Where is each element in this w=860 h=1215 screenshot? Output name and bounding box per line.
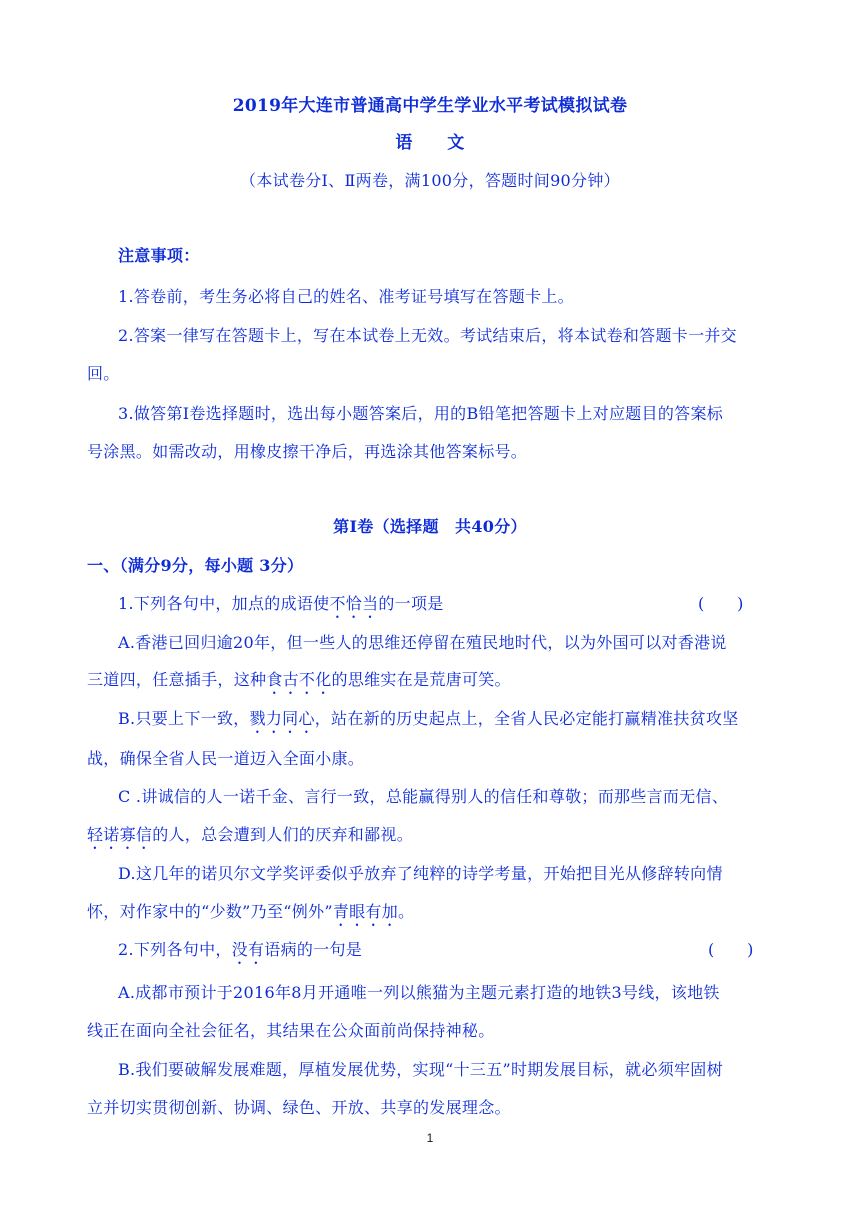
stem-text: 2.下列各句中， xyxy=(118,940,232,959)
subject-title: 语 文 xyxy=(395,133,465,153)
option-text: 三道四，任意插手，这种 xyxy=(87,670,267,689)
option-text: 的人，总会遭到人们的厌弃和鄙视。 xyxy=(152,825,414,844)
exam-info: （本试卷分Ⅰ、Ⅱ两卷，满100分，答题时间90分钟） xyxy=(240,171,620,190)
emphasized-text: 不恰当 xyxy=(329,594,379,613)
q1-option-a-line-1: A.香港已回归逾20年，但一些人的思维还停留在殖民地时代，以为外国可以对香港说 xyxy=(118,633,727,652)
option-text: ，站在新的历史起点上，全省人民必定能打赢精准扶贫攻坚 xyxy=(314,709,739,728)
emphasized-idiom: 食古不化 xyxy=(266,670,332,689)
emphasized-idiom: 轻诺寡信 xyxy=(87,825,153,844)
q1-option-c-line-1: C .讲诚信的人一诺千金、言行一致，总能赢得别人的信任和尊敬；而那些言而无信、 xyxy=(118,787,729,806)
notice-item-2-line-2: 回。 xyxy=(87,364,120,383)
option-text: B.只要上下一致， xyxy=(118,709,250,728)
part-1-heading: 一、（满分9分，每小题 3分） xyxy=(87,556,304,575)
notice-item-3-line-2: 号涂黑。如需改动，用橡皮擦干净后，再选涂其他答案标号。 xyxy=(87,442,528,461)
stem-text: 语病的一句是 xyxy=(264,940,363,959)
q1-option-b-line-1 xyxy=(118,709,778,737)
q2-option-b-line-1: B.我们要破解发展难题，厚植发展优势，实现“十三五”时期发展目标，就必须牢固树 xyxy=(118,1060,723,1079)
q2-option-a-line-1: A.成都市预计于2016年8月开通唯一列以熊猫为主题元素打造的地铁3号线，该地铁 xyxy=(118,983,720,1002)
q1-option-d-line-1: D.这几年的诺贝尔文学奖评委似乎放弃了纯粹的诗学考量，开始把目光从修辞转向情 xyxy=(118,864,723,883)
answer-parentheses: ( ) xyxy=(698,594,744,613)
stem-text: 1.下列各句中，加点的成语使 xyxy=(118,594,330,613)
answer-parentheses: ( ) xyxy=(708,940,754,959)
option-text: 的思维实在是荒唐可笑。 xyxy=(331,670,511,689)
emphasized-idiom: 戮力同心 xyxy=(249,709,315,728)
exam-title: 2019年大连市普通高中学生学业水平考试模拟试卷 xyxy=(232,96,628,116)
notice-item-3-line-1: 3.做答第Ⅰ卷选择题时，选出每小题答案后，用的B铅笔把答题卡上对应题目的答案标 xyxy=(118,404,724,423)
question-2-stem xyxy=(118,940,778,968)
notice-item-2-line-1: 2.答案一律写在答题卡上，写在本试卷上无效。考试结束后，将本试卷和答题卡一并交 xyxy=(118,326,737,345)
stem-text: 的一项是 xyxy=(378,594,444,613)
emphasized-text: 没有 xyxy=(231,940,265,959)
q1-option-d-line-2 xyxy=(87,902,777,930)
option-text: 怀，对作家中的“少数”乃至“例外” xyxy=(87,902,333,921)
question-1-stem xyxy=(118,594,778,622)
section-title: 第Ⅰ卷（选择题 共40分） xyxy=(333,517,527,536)
notice-heading: 注意事项： xyxy=(118,246,200,265)
q1-option-c-line-2 xyxy=(87,825,777,853)
option-text: 。 xyxy=(398,902,415,921)
notice-item-1: 1.答卷前，考生务必将自己的姓名、准考证号填写在答题卡上。 xyxy=(118,287,574,306)
page-number: 1 xyxy=(426,1131,434,1145)
emphasized-idiom: 青眼有加 xyxy=(332,902,399,921)
q1-option-a-line-2 xyxy=(87,670,777,698)
q2-option-b-line-2: 立并切实贯彻创新、协调、绿色、开放、共享的发展理念。 xyxy=(87,1098,511,1117)
q2-option-a-line-2: 线正在面向全社会征名，其结果在公众面前尚保持神秘。 xyxy=(87,1021,495,1040)
q1-option-b-line-2: 战，确保全省人民一道迈入全面小康。 xyxy=(87,749,365,768)
